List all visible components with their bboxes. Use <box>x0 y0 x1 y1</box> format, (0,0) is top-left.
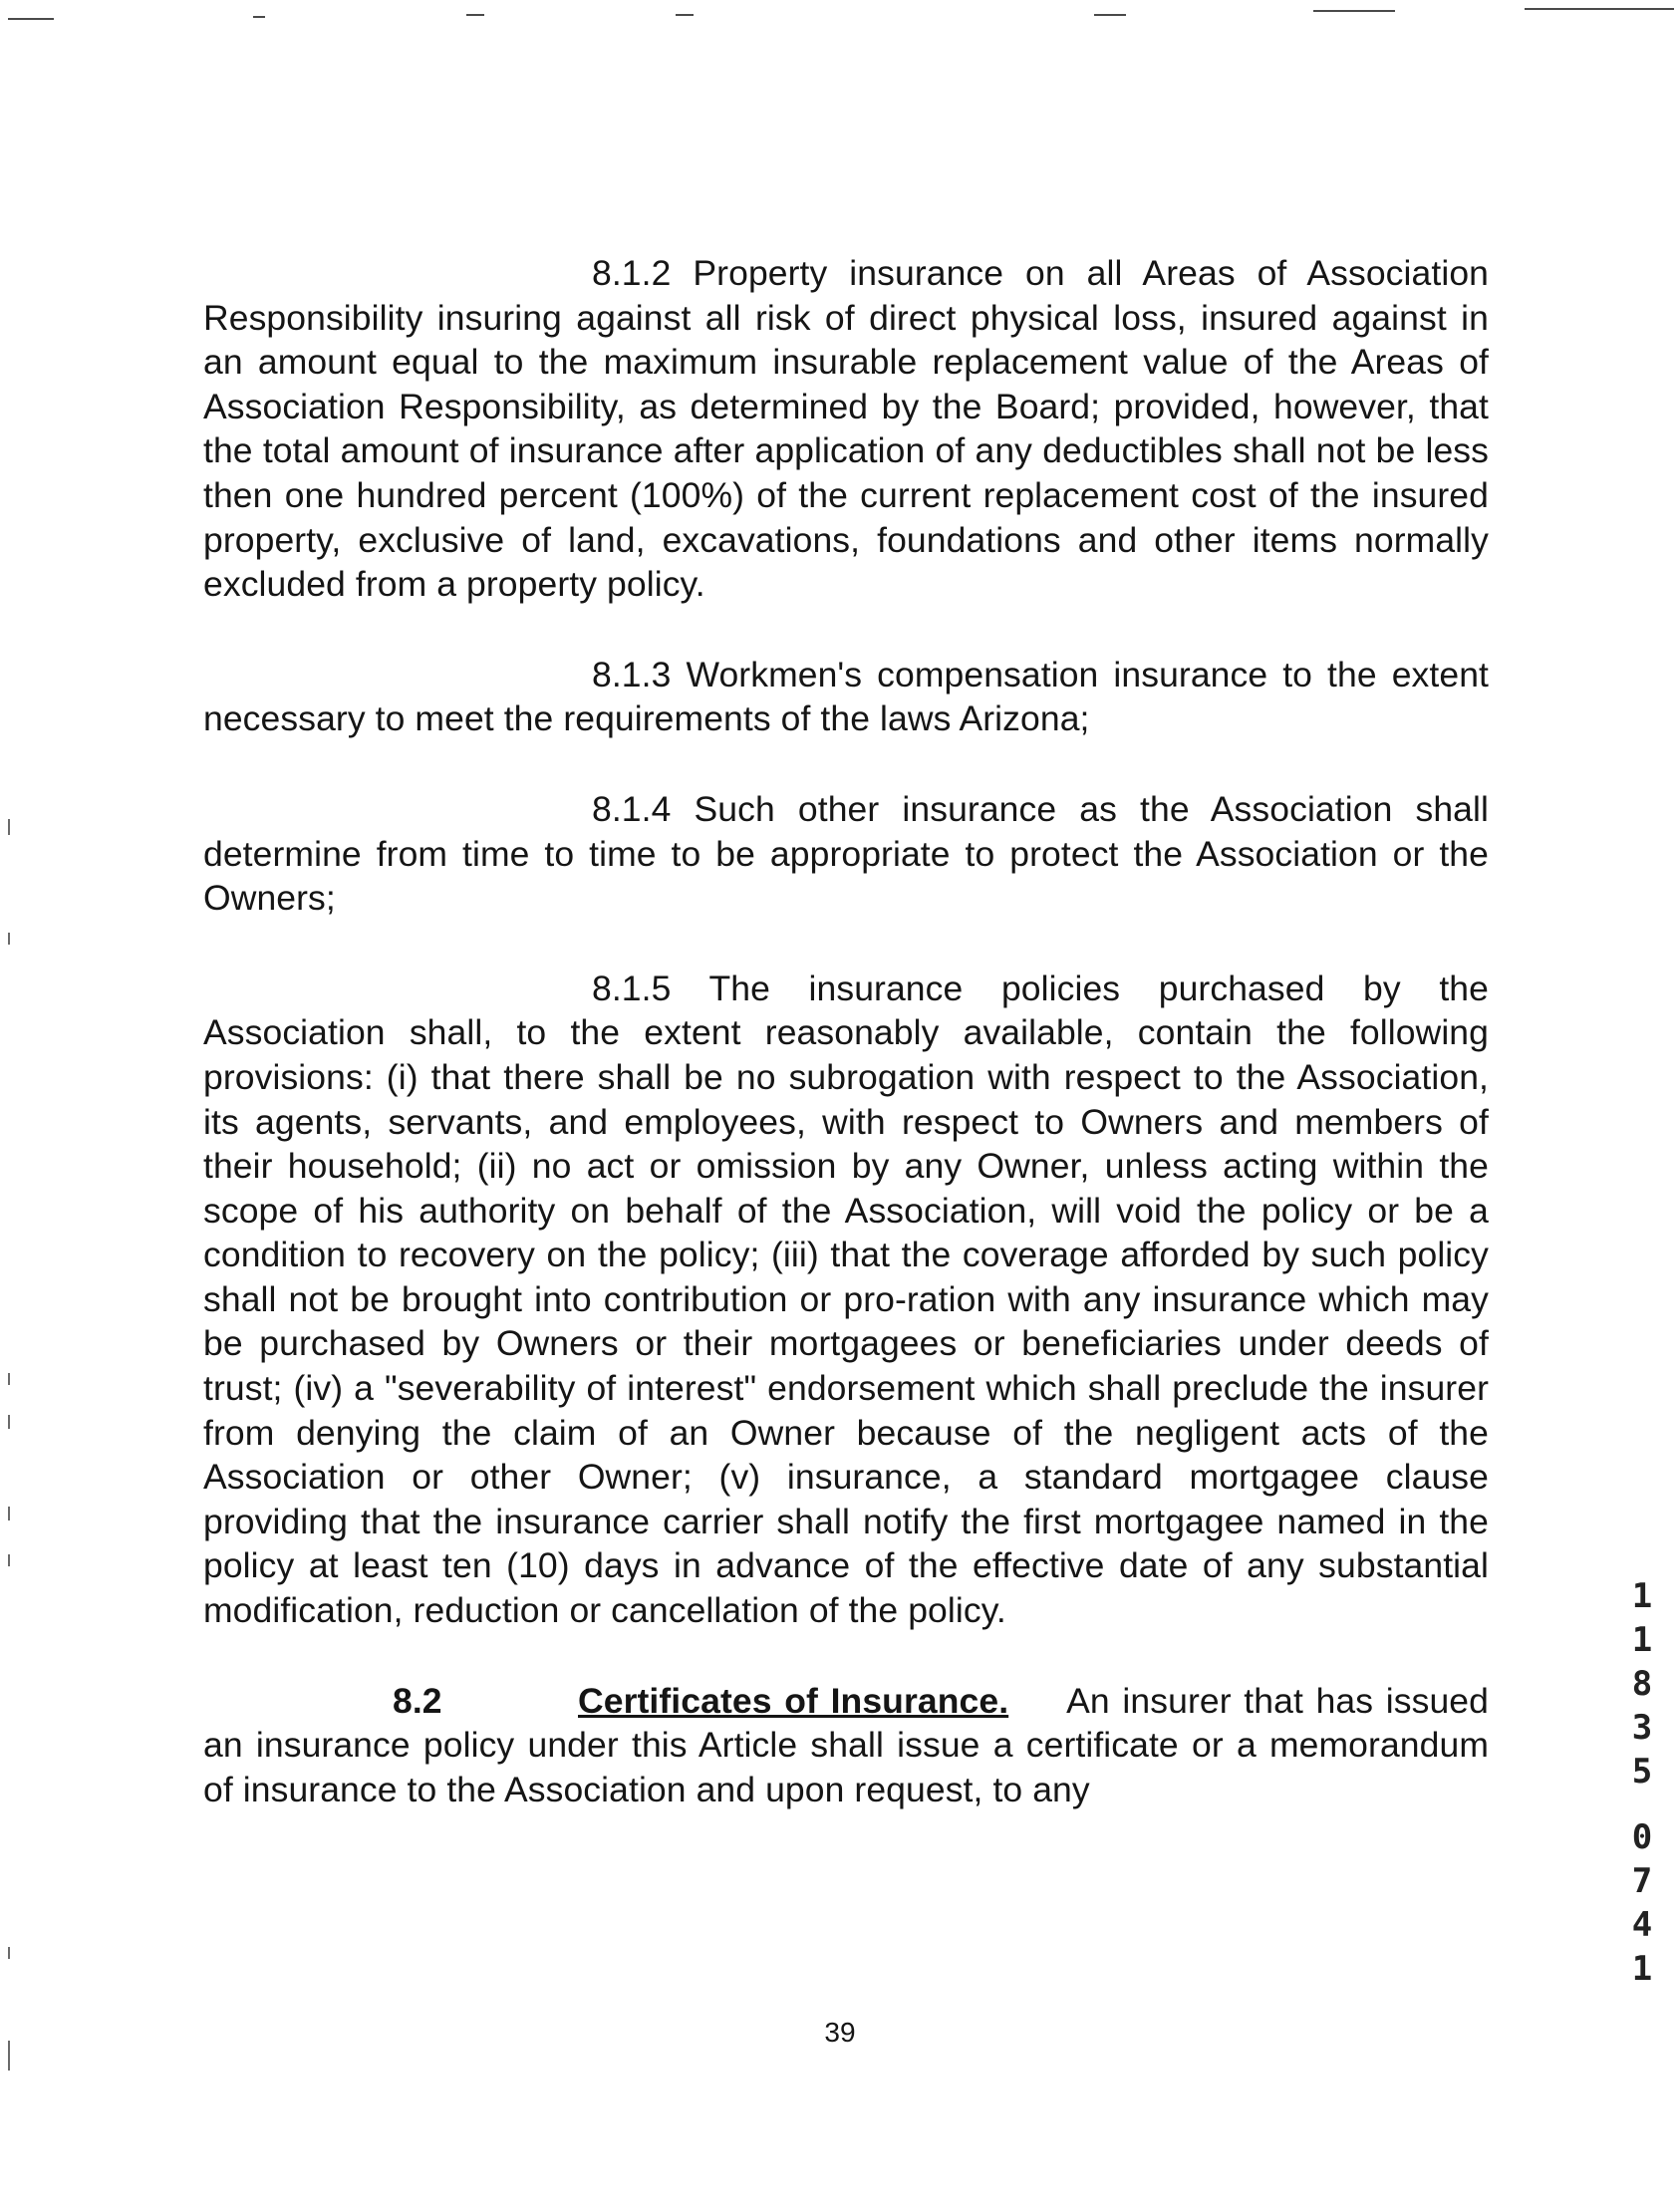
document-body <box>203 251 1489 1857</box>
paragraph-8-1-3 <box>203 653 1489 741</box>
margin-tick <box>8 819 10 835</box>
paragraph-8-1-5 <box>203 967 1489 1633</box>
clause-text: Workmen's compensation insurance to the extent necessary to meet the requirements of the laws Arizona; <box>203 654 1490 739</box>
section-title: Certificates of Insurance. <box>578 1680 1009 1721</box>
scan-artifact-line <box>676 14 694 16</box>
stamp-digit: 3 <box>1631 1708 1653 1748</box>
clause-number: 8.1.3 <box>592 654 672 694</box>
stamp-digit: 0 <box>1631 1817 1653 1857</box>
stamp-digit: 4 <box>1631 1905 1653 1945</box>
margin-tick <box>8 1415 10 1429</box>
page-number: 39 <box>824 2017 856 2048</box>
clause-number: 8.1.4 <box>592 788 672 829</box>
clause-text: Such other insurance as the Association shall determine from time to time to be appropriate to protect the Association or the Owners; <box>203 788 1489 919</box>
recording-number-stamp <box>1622 1574 1662 1991</box>
paragraph-8-1-2 <box>203 251 1489 607</box>
scan-artifact-line <box>1094 14 1126 16</box>
stamp-digit: 1 <box>1631 1949 1653 1989</box>
stamp-digit: 7 <box>1631 1861 1653 1901</box>
section-text: An insurer that has issued an insurance policy under this Article shall issue a certificate or a memorandum of insurance to the Association and upon request, to any <box>203 1680 1489 1809</box>
section-number: 8.2 <box>393 1680 442 1721</box>
scan-artifact-line <box>466 14 484 16</box>
clause-text: Property insurance on all Areas of Association Responsibility insuring against all risk of direct physical loss, insured against in an amount equal to the maximum insurable replacement value of the Areas of Association Responsibility, as determined by the Board; provided, however, that the total amount of insurance after application of any deductibles shall not be less then one hundred percent (100%) of the current replacement cost of the insured property, exclusive of land, excavations, foundations and other items normally excluded from a property policy. <box>203 253 1490 605</box>
stamp-digit: 1 <box>1631 1576 1653 1616</box>
margin-tick <box>8 1554 10 1566</box>
stamp-digit: 1 <box>1631 1620 1653 1660</box>
margin-tick <box>8 1507 10 1521</box>
stamp-digit: 8 <box>1631 1664 1653 1704</box>
clause-number: 8.1.2 <box>592 253 672 293</box>
scan-artifact-line <box>1525 8 1674 10</box>
scan-artifact-line <box>1313 10 1395 12</box>
scan-artifact-line <box>8 18 54 20</box>
scan-artifact-line <box>253 16 265 18</box>
stamp-digit: 5 <box>1631 1752 1653 1792</box>
clause-number: 8.1.5 <box>592 968 672 1008</box>
margin-tick <box>8 1947 10 1959</box>
paragraph-8-1-4 <box>203 787 1489 921</box>
margin-tick <box>8 933 10 945</box>
margin-tick <box>8 1373 10 1385</box>
section-8-2 <box>203 1679 1489 1812</box>
clause-text: The insurance policies purchased by the Association shall, to the extent reasonably available, contain the following provisions: (i) that there shall be no subrogation with respect to the Association, its agents, servants, and employees, with respect to Owners and members of their household; (ii) no act or omission by any Owner, unless acting within the scope of his authority on behalf of the Association, will void the policy or be a condition to recovery on the policy; (iii) that the coverage afforded by such policy shall not be brought into contribution or pro-ration with any insurance which may be purchased by Owners or their mortgagees or beneficiaries under deeds of trust; (iv) a "severability of interest" endorsement which shall preclude the insurer from denying the claim of an Owner because of the negligent acts of the Association or other Owner; (v) insurance, a standard mortgagee clause providing that the insurance carrier shall notify the first mortgagee named in the policy at least ten (10) days in advance of the effective date of any substantial modification, reduction or cancellation of the policy. <box>203 968 1489 1631</box>
